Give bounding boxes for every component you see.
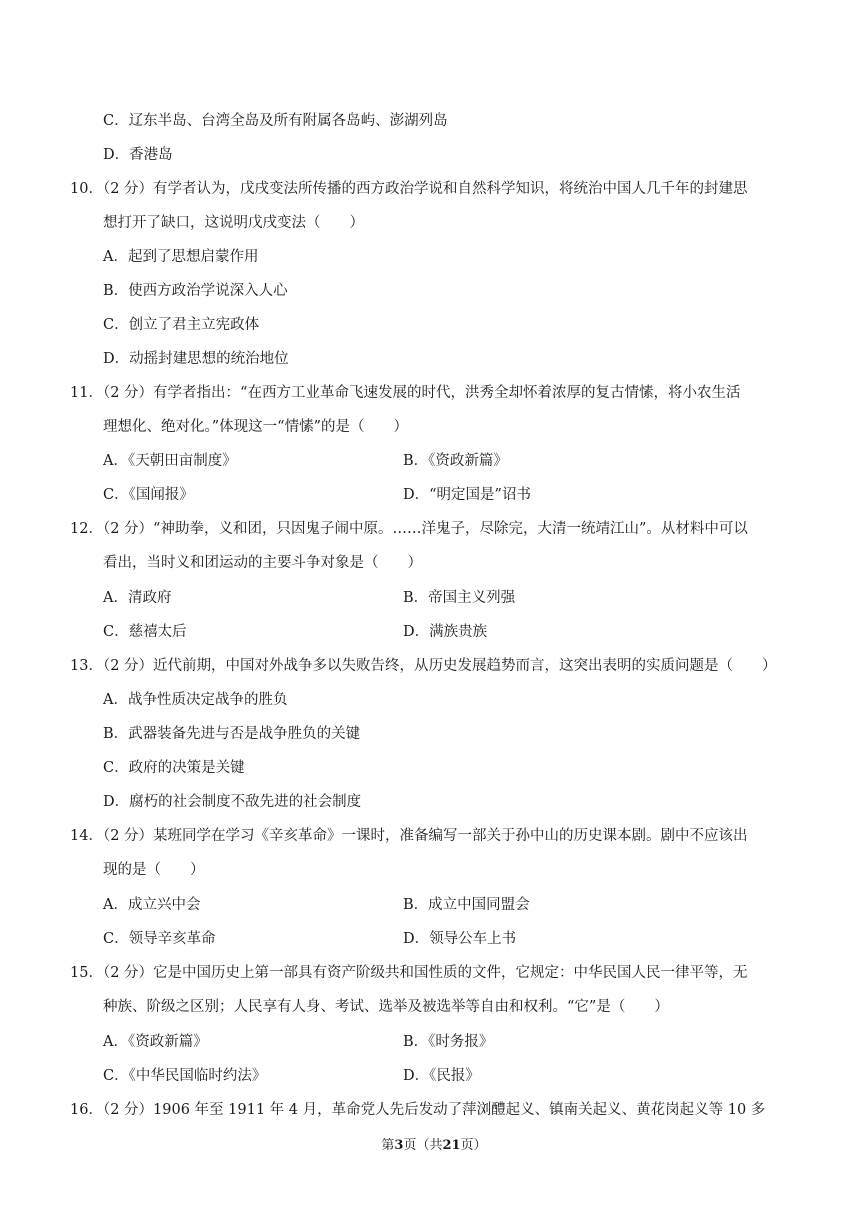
footer-page-number: 3: [394, 1138, 404, 1153]
q13-option-a: A．战争性质决定战争的胜负: [103, 692, 288, 708]
q10-option-d: D．动摇封建思想的统治地位: [103, 351, 289, 367]
q15-option-d: D．《民报》: [403, 1068, 480, 1084]
q14-stem-line1: 14．（2 分）某班同学在学习《辛亥革命》一课时，准备编写一部关于孙中山的历史课本剧。剧中不应该出: [70, 828, 748, 844]
q13-option-b: B．武器装备先进与否是战争胜负的关键: [103, 726, 361, 742]
q14-option-c: C．领导辛亥革命: [103, 931, 216, 947]
q15-stem-line1: 15．（2 分）它是中国历史上第一部具有资产阶级共和国性质的文件，它规定：中华民国人民一律平等，无: [70, 965, 748, 981]
q13-option-c: C．政府的决策是关键: [103, 760, 245, 776]
q14-option-a: A．成立兴中会: [103, 897, 201, 913]
q10-stem-line1: 10．（2 分）有学者认为，戊戌变法所传播的西方政治学说和自然科学知识，将统治中国人几千年的封建思: [70, 181, 748, 197]
q9-option-c: C．辽东半岛、台湾全岛及所有附属各岛屿、澎湖列岛: [103, 113, 448, 129]
q11-stem-line1: 11．（2 分）有学者指出：“在西方工业革命飞速发展的时代，洪秀全却怀着浓厚的复古情愫，将小农生活: [70, 385, 741, 401]
q11-option-b: B．《资政新篇》: [403, 453, 508, 469]
q12-stem-line2: 看出，当时义和团运动的主要斗争对象是（ ）: [103, 555, 422, 571]
q13-stem-line1: 13．（2 分）近代前期，中国对外战争多以失败告终，从历史发展趋势而言，这突出表明的实质问题是（ ）: [70, 658, 777, 674]
q12-option-d: D．满族贵族: [403, 624, 488, 640]
q10-option-c: C．创立了君主立宪政体: [103, 317, 260, 333]
q13-option-d: D．腐朽的社会制度不敌先进的社会制度: [103, 794, 362, 810]
q12-option-b: B．帝国主义列强: [403, 590, 516, 606]
q12-option-a: A．清政府: [103, 590, 172, 606]
q11-option-d: D．“明定国是”诏书: [403, 487, 531, 503]
q15-option-a: A．《资政新篇》: [103, 1034, 208, 1050]
q15-option-c: C．《中华民国临时约法》: [103, 1068, 267, 1084]
q14-option-d: D．领导公车上书: [403, 931, 517, 947]
q15-option-b: B．《时务报》: [403, 1034, 494, 1050]
footer-total-pages: 21: [442, 1138, 461, 1153]
q10-option-a: A．起到了思想启蒙作用: [103, 249, 259, 265]
q11-option-c: C．《国闻报》: [103, 487, 194, 503]
footer-middle: 页（共: [403, 1138, 443, 1153]
q14-stem-line2: 现的是（ ）: [103, 862, 205, 878]
q9-option-d: D．香港岛: [103, 147, 173, 163]
q12-stem-line1: 12．（2 分）“神助拳，义和团，只因鬼子闹中原。……洋鬼子，尽除完，大清一统靖江山”。从材料中可以: [70, 521, 748, 537]
page-footer: [0, 1137, 868, 1155]
q14-option-b: B．成立中国同盟会: [403, 897, 530, 913]
q15-stem-line2: 种族、阶级之区别；人民享有人身、考试、选举及被选举等自由和权利。“它”是（ ）: [103, 999, 669, 1015]
q11-stem-line2: 理想化、绝对化。”体现这一“情愫”的是（ ）: [103, 419, 408, 435]
footer-suffix: 页）: [460, 1138, 487, 1153]
q16-stem-line1: 16．（2 分）1906 年至 1911 年 4 月，革命党人先后发动了萍浏醴起义、镇南关起义、黄花岗起义等 10 多: [70, 1102, 766, 1118]
q12-option-c: C．慈禧太后: [103, 624, 187, 640]
q10-option-b: B．使西方政治学说深入人心: [103, 283, 288, 299]
q10-stem-line2: 想打开了缺口，这说明戊戌变法（ ）: [103, 215, 364, 231]
footer-prefix: 第: [381, 1138, 395, 1153]
q11-option-a: A．《天朝田亩制度》: [103, 453, 237, 469]
